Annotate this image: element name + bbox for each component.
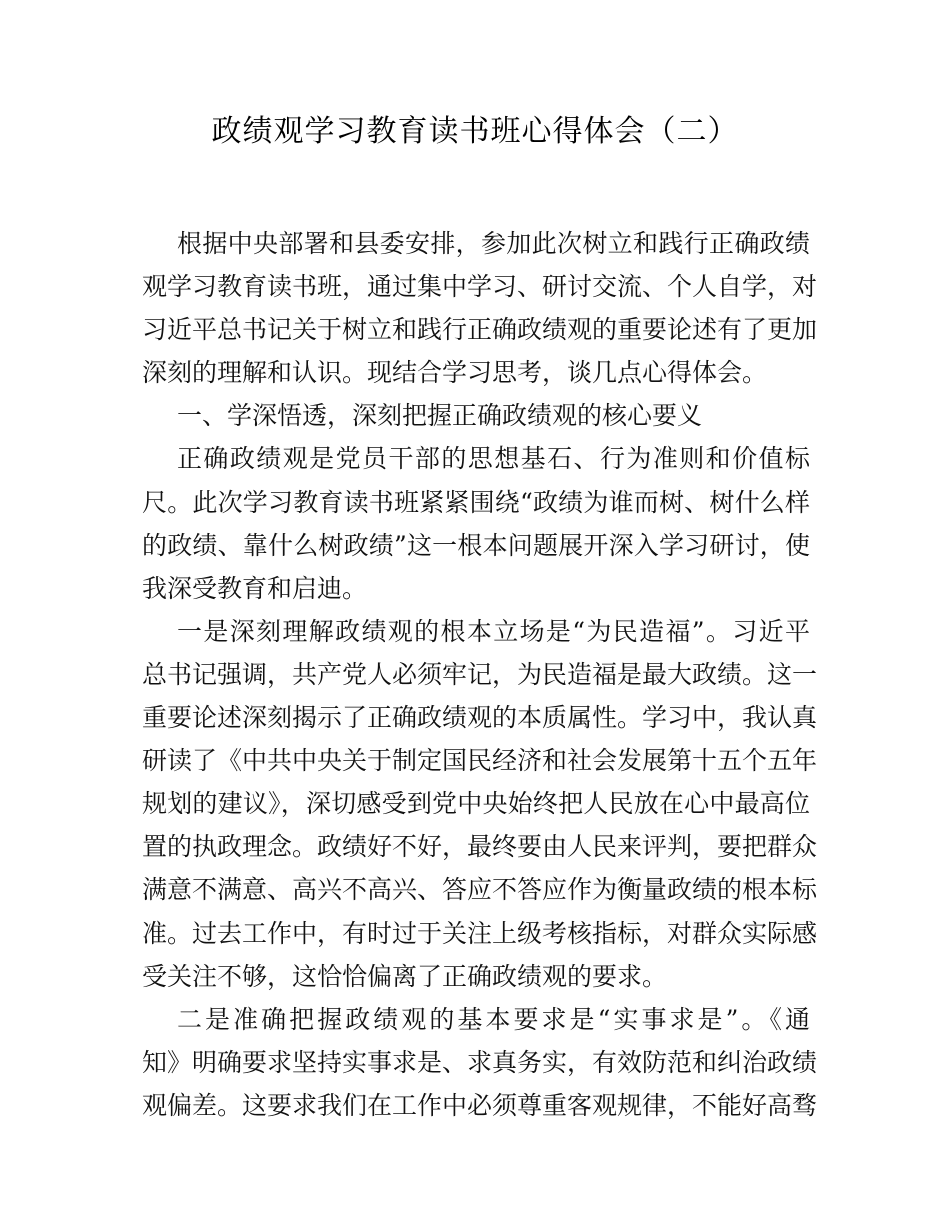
text-line: 总书记强调，共产党人必须牢记，为民造福是最大政绩。这一 [142,659,818,689]
text-line: 规划的建议》，深切感受到党中央始终把人民放在心中最高位 [142,789,810,819]
text-line: 准。过去工作中，有时过于关注上级考核指标，对群众实际感 [142,918,818,948]
text-line: 观偏差。这要求我们在工作中必须尊重客观规律，不能好高骛 [142,1090,818,1120]
text-line: 知》明确要求坚持实事求是、求真务实，有效防范和纠治政绩 [142,1047,818,1077]
text-line: 深刻的理解和认识。现结合学习思考，谈几点心得体会。 [142,358,768,388]
document-body [142,222,818,1127]
text-line: 正确政绩观是党员干部的思想基石、行为准则和价值标 [177,444,810,474]
text-line: 根据中央部署和县委安排，参加此次树立和践行正确政绩 [177,229,810,258]
text-line: 我深受教育和启迪。 [142,573,368,603]
section-heading: 一、学深悟透，深刻把握正确政绩观的核心要义 [177,401,703,431]
text-line: 受关注不够，这恰恰偏离了正确政绩观的要求。 [142,961,668,991]
text-line: 的政绩、靠什么树政绩”这一根本问题展开深入学习研讨，使 [142,530,810,560]
text-line: 置的执政理念。政绩好不好，最终要由人民来评判，要把群众 [142,832,818,862]
text-line: 研读了《中共中央关于制定国民经济和社会发展第十五个五年 [142,746,818,776]
document-title: 政绩观学习教育读书班心得体会（二） [211,114,739,149]
text-line: 观学习教育读书班，通过集中学习、研讨交流、个人自学，对 [142,272,818,302]
text-line: 一是深刻理解政绩观的根本立场是“为民造福”。习近平 [177,616,810,646]
text-line: 尺。此次学习教育读书班紧紧围绕“政绩为谁而树、树什么样 [142,487,810,517]
text-line: 重要论述深刻揭示了正确政绩观的本质属性。学习中，我认真 [142,703,818,733]
text-line: 满意不满意、高兴不高兴、答应不答应作为衡量政绩的根本标 [142,875,818,905]
text-line: 习近平总书记关于树立和践行正确政绩观的重要论述有了更加 [142,315,818,345]
text-line: 二是准确把握政绩观的基本要求是“实事求是”。《通 [177,1004,810,1034]
